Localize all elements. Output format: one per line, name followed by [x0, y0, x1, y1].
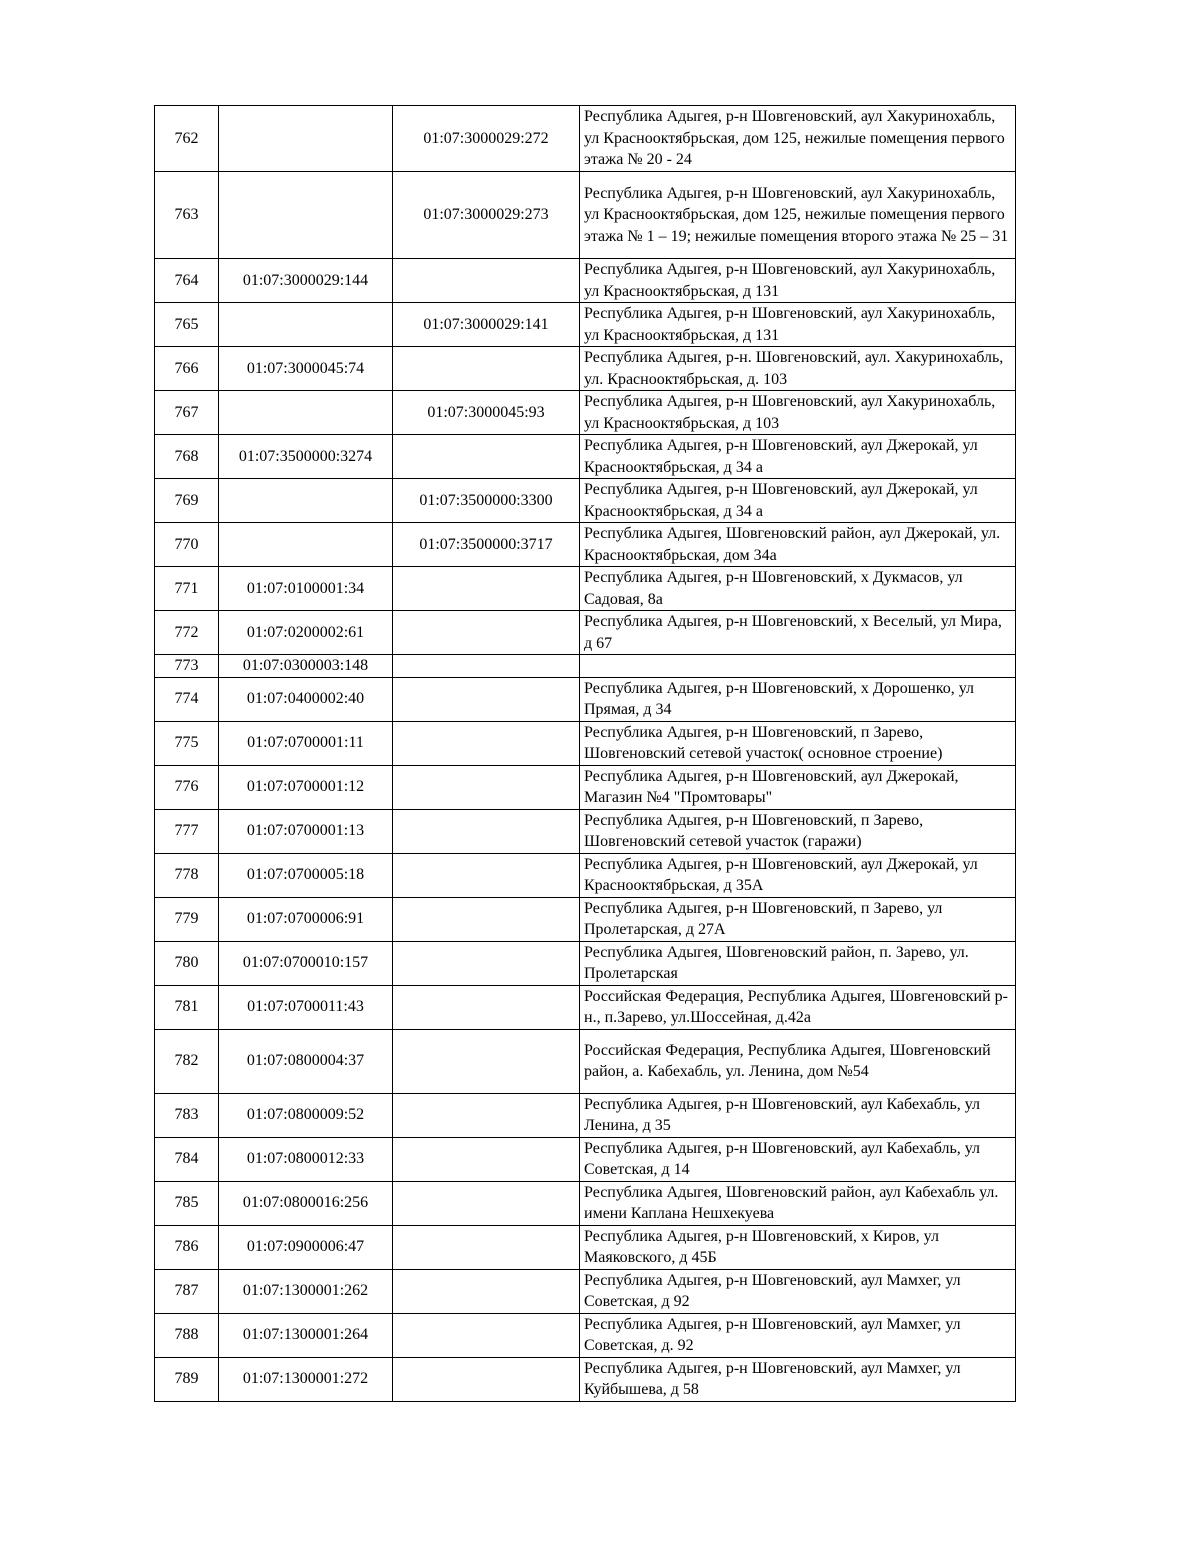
address-cell: Республика Адыгея, р-н Шовгеновский, п Зарево, Шовгеновский сетевой участок (гаражи): [580, 809, 1016, 853]
table-row: [155, 567, 1016, 611]
cadastral-number-premises-cell: 01:07:3000029:272: [393, 106, 580, 172]
address-cell: Республика Адыгея, р-н Шовгеновский, аул Хакуринохабль, ул Краснооктябрьская, д 131: [580, 303, 1016, 347]
row-number-cell: 763: [155, 172, 219, 259]
address-cell: Российская Федерация, Республика Адыгея, Шовгеновский р-н., п.Зарево, ул.Шоссейная, д.42а: [580, 985, 1016, 1029]
cadastral-number-premises-cell: [393, 853, 580, 897]
cadastral-number-parcel-cell: [219, 172, 393, 259]
row-number-cell: 769: [155, 479, 219, 523]
address-cell: Республика Адыгея, р-н Шовгеновский, аул Джерокай, ул Краснооктябрьская, д 34 а: [580, 435, 1016, 479]
row-number-cell: 764: [155, 259, 219, 303]
table-row: [155, 1269, 1016, 1313]
table-row: [155, 611, 1016, 655]
address-cell: Российская Федерация, Республика Адыгея, Шовгеновский район, а. Кабехабль, ул. Ленина, дом №54: [580, 1029, 1016, 1093]
cadastral-number-parcel-cell: 01:07:1300001:272: [219, 1357, 393, 1401]
row-number-cell: 772: [155, 611, 219, 655]
address-cell: Республика Адыгея, р-н Шовгеновский, п Зарево, Шовгеновский сетевой участок( основное строение): [580, 721, 1016, 765]
cadastral-number-premises-cell: 01:07:3000045:93: [393, 391, 580, 435]
table-row: [155, 985, 1016, 1029]
cadastral-number-parcel-cell: 01:07:0800004:37: [219, 1029, 393, 1093]
cadastral-number-premises-cell: [393, 721, 580, 765]
table-row: [155, 1225, 1016, 1269]
row-number-cell: 777: [155, 809, 219, 853]
table-row: [155, 721, 1016, 765]
cadastral-number-parcel-cell: 01:07:0900006:47: [219, 1225, 393, 1269]
row-number-cell: 775: [155, 721, 219, 765]
table-row: [155, 1029, 1016, 1093]
row-number-cell: 787: [155, 1269, 219, 1313]
cadastral-number-parcel-cell: [219, 479, 393, 523]
address-cell: Республика Адыгея, р-н Шовгеновский, аул Хакуринохабль, ул Краснооктябрьская, д 131: [580, 259, 1016, 303]
cadastral-number-parcel-cell: 01:07:3000029:144: [219, 259, 393, 303]
table-row: [155, 1137, 1016, 1181]
cadastral-number-premises-cell: [393, 435, 580, 479]
table-row: [155, 677, 1016, 721]
cadastral-number-premises-cell: [393, 985, 580, 1029]
table-row: [155, 853, 1016, 897]
row-number-cell: 778: [155, 853, 219, 897]
row-number-cell: 762: [155, 106, 219, 172]
cadastral-number-premises-cell: [393, 259, 580, 303]
row-number-cell: 789: [155, 1357, 219, 1401]
cadastral-number-parcel-cell: [219, 106, 393, 172]
cadastral-number-premises-cell: [393, 1225, 580, 1269]
address-cell: Республика Адыгея, р-н Шовгеновский, аул Мамхег, ул Советская, д. 92: [580, 1313, 1016, 1357]
row-number-cell: 771: [155, 567, 219, 611]
cadastral-number-premises-cell: [393, 1181, 580, 1225]
row-number-cell: 783: [155, 1093, 219, 1137]
row-number-cell: 788: [155, 1313, 219, 1357]
cadastral-number-parcel-cell: 01:07:1300001:262: [219, 1269, 393, 1313]
address-cell: Республика Адыгея, р-н Шовгеновский, аул Мамхег, ул Советская, д 92: [580, 1269, 1016, 1313]
address-cell: Республика Адыгея, р-н Шовгеновский, аул Мамхег, ул Куйбышева, д 58: [580, 1357, 1016, 1401]
cadastral-number-parcel-cell: 01:07:0200002:61: [219, 611, 393, 655]
table-row: [155, 479, 1016, 523]
table-row: [155, 435, 1016, 479]
cadastral-number-premises-cell: [393, 347, 580, 391]
address-cell: Республика Адыгея, р-н Шовгеновский, аул Джерокай, ул Краснооктябрьская, д 35А: [580, 853, 1016, 897]
address-cell: Республика Адыгея, р-н Шовгеновский, аул Джерокай, Магазин №4 "Промтовары": [580, 765, 1016, 809]
cadastral-number-premises-cell: 01:07:3500000:3717: [393, 523, 580, 567]
row-number-cell: 774: [155, 677, 219, 721]
cadastral-number-premises-cell: [393, 1313, 580, 1357]
row-number-cell: 781: [155, 985, 219, 1029]
cadastral-number-parcel-cell: 01:07:0700005:18: [219, 853, 393, 897]
cadastral-number-parcel-cell: [219, 523, 393, 567]
cadastral-number-premises-cell: [393, 677, 580, 721]
row-number-cell: 768: [155, 435, 219, 479]
cadastral-number-premises-cell: [393, 1093, 580, 1137]
cadastral-number-parcel-cell: [219, 303, 393, 347]
table-row: [155, 347, 1016, 391]
table-row: [155, 765, 1016, 809]
cadastral-number-premises-cell: [393, 809, 580, 853]
table-row: [155, 172, 1016, 259]
address-cell: Республика Адыгея, р-н Шовгеновский, аул Кабехабль, ул Советская, д 14: [580, 1137, 1016, 1181]
cadastral-number-premises-cell: 01:07:3000029:141: [393, 303, 580, 347]
address-cell: Республика Адыгея, Шовгеновский район, аул Джерокай, ул. Краснооктябрьская, дом 34а: [580, 523, 1016, 567]
cadastral-number-parcel-cell: 01:07:0700001:11: [219, 721, 393, 765]
address-cell: Республика Адыгея, р-н Шовгеновский, аул Хакуринохабль, ул Краснооктябрьская, дом 125, нежилые помещения первого этажа № 20 - 24: [580, 106, 1016, 172]
cadastral-number-premises-cell: [393, 1137, 580, 1181]
row-number-cell: 782: [155, 1029, 219, 1093]
address-cell: Республика Адыгея, р-н Шовгеновский, х Веселый, ул Мира, д 67: [580, 611, 1016, 655]
address-cell: Республика Адыгея, Шовгеновский район, аул Кабехабль ул. имени Каплана Нешхекуева: [580, 1181, 1016, 1225]
cadastral-number-parcel-cell: 01:07:0800012:33: [219, 1137, 393, 1181]
property-registry-table: [154, 105, 1016, 1402]
address-cell: [580, 655, 1016, 678]
table-row: [155, 391, 1016, 435]
cadastral-number-parcel-cell: 01:07:0100001:34: [219, 567, 393, 611]
row-number-cell: 776: [155, 765, 219, 809]
address-cell: Республика Адыгея, р-н Шовгеновский, аул Хакуринохабль, ул Краснооктябрьская, д 103: [580, 391, 1016, 435]
cadastral-number-premises-cell: [393, 611, 580, 655]
cadastral-number-parcel-cell: 01:07:3500000:3274: [219, 435, 393, 479]
table-row: [155, 1357, 1016, 1401]
row-number-cell: 767: [155, 391, 219, 435]
row-number-cell: 785: [155, 1181, 219, 1225]
table-row: [155, 523, 1016, 567]
address-cell: Республика Адыгея, р-н. Шовгеновский, аул. Хакуринохабль, ул. Краснооктябрьская, д. 103: [580, 347, 1016, 391]
cadastral-number-premises-cell: [393, 897, 580, 941]
address-cell: Республика Адыгея, р-н Шовгеновский, аул Джерокай, ул Краснооктябрьская, д 34 а: [580, 479, 1016, 523]
table-row: [155, 259, 1016, 303]
row-number-cell: 784: [155, 1137, 219, 1181]
address-cell: Республика Адыгея, р-н Шовгеновский, аул Хакуринохабль, ул Краснооктябрьская, дом 125, нежилые помещения первого этажа № 1 – 19; нежилые помещения второго этажа № 25 – 31: [580, 172, 1016, 259]
row-number-cell: 779: [155, 897, 219, 941]
cadastral-number-parcel-cell: 01:07:0300003:148: [219, 655, 393, 678]
row-number-cell: 780: [155, 941, 219, 985]
cadastral-number-premises-cell: [393, 1269, 580, 1313]
cadastral-number-parcel-cell: 01:07:1300001:264: [219, 1313, 393, 1357]
row-number-cell: 786: [155, 1225, 219, 1269]
address-cell: Республика Адыгея, р-н Шовгеновский, п Зарево, ул Пролетарская, д 27А: [580, 897, 1016, 941]
cadastral-number-premises-cell: 01:07:3500000:3300: [393, 479, 580, 523]
address-cell: Республика Адыгея, Шовгеновский район, п. Зарево, ул. Пролетарская: [580, 941, 1016, 985]
cadastral-number-parcel-cell: 01:07:0700001:13: [219, 809, 393, 853]
table-row: [155, 897, 1016, 941]
cadastral-number-premises-cell: [393, 655, 580, 678]
cadastral-number-parcel-cell: 01:07:0400002:40: [219, 677, 393, 721]
cadastral-number-premises-cell: [393, 765, 580, 809]
cadastral-number-premises-cell: [393, 941, 580, 985]
cadastral-number-premises-cell: 01:07:3000029:273: [393, 172, 580, 259]
cadastral-number-parcel-cell: 01:07:0700006:91: [219, 897, 393, 941]
table-row: [155, 655, 1016, 678]
cadastral-number-premises-cell: [393, 567, 580, 611]
table-row: [155, 303, 1016, 347]
cadastral-number-parcel-cell: 01:07:0800009:52: [219, 1093, 393, 1137]
table-body: [155, 106, 1016, 1402]
cadastral-number-parcel-cell: 01:07:0700010:157: [219, 941, 393, 985]
table-row: [155, 941, 1016, 985]
table-row: [155, 1313, 1016, 1357]
address-cell: Республика Адыгея, р-н Шовгеновский, х Дукмасов, ул Садовая, 8а: [580, 567, 1016, 611]
cadastral-number-parcel-cell: 01:07:0700011:43: [219, 985, 393, 1029]
address-cell: Республика Адыгея, р-н Шовгеновский, х Дорошенко, ул Прямая, д 34: [580, 677, 1016, 721]
row-number-cell: 770: [155, 523, 219, 567]
table-row: [155, 809, 1016, 853]
cadastral-number-parcel-cell: [219, 391, 393, 435]
cadastral-number-premises-cell: [393, 1029, 580, 1093]
address-cell: Республика Адыгея, р-н Шовгеновский, аул Кабехабль, ул Ленина, д 35: [580, 1093, 1016, 1137]
row-number-cell: 773: [155, 655, 219, 678]
address-cell: Республика Адыгея, р-н Шовгеновский, х Киров, ул Маяковского, д 45Б: [580, 1225, 1016, 1269]
table-row: [155, 1181, 1016, 1225]
row-number-cell: 765: [155, 303, 219, 347]
cadastral-number-premises-cell: [393, 1357, 580, 1401]
table-row: [155, 1093, 1016, 1137]
cadastral-number-parcel-cell: 01:07:0800016:256: [219, 1181, 393, 1225]
row-number-cell: 766: [155, 347, 219, 391]
table-row: [155, 106, 1016, 172]
cadastral-number-parcel-cell: 01:07:0700001:12: [219, 765, 393, 809]
cadastral-number-parcel-cell: 01:07:3000045:74: [219, 347, 393, 391]
